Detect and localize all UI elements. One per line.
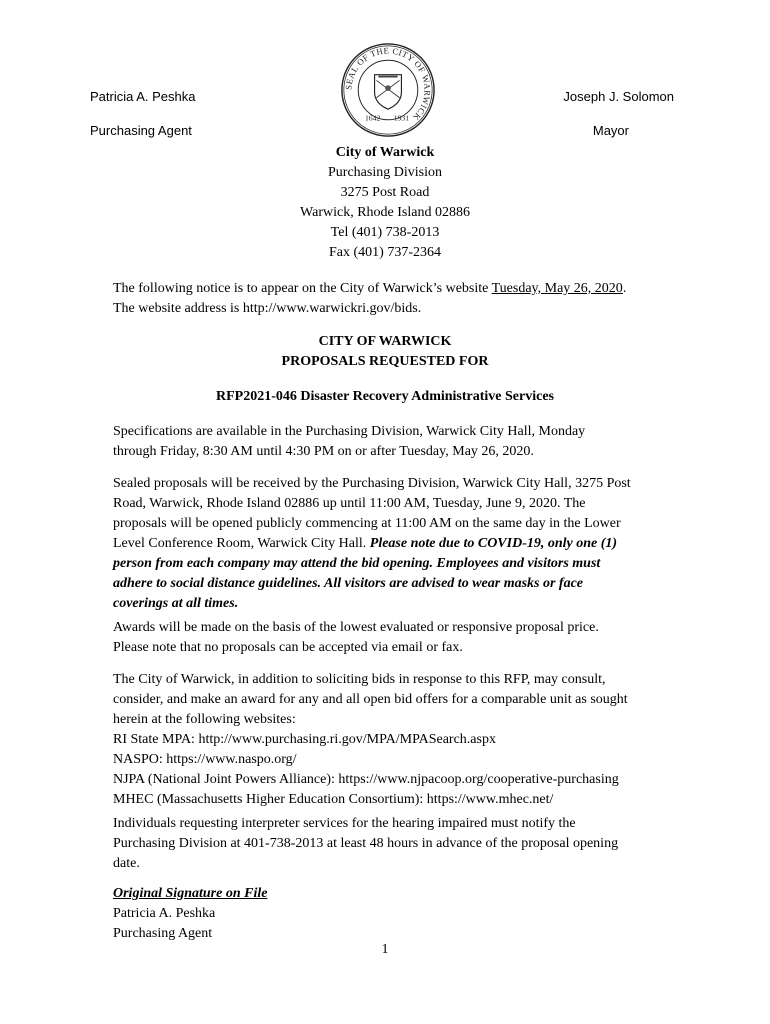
header-right-name: Joseph J. Solomon (563, 89, 674, 104)
consult-line: herein at the following websites: (113, 712, 296, 727)
covid-notice: coverings at all times. (113, 596, 239, 611)
covid-notice: person from each company may attend the bid opening. Employees and visitors must (113, 556, 601, 571)
website-mhec: MHEC (Massachusetts Higher Education Consortium): https://www.mhec.net/ (113, 792, 554, 807)
covid-notice: adhere to social distance guidelines. All visitors are advised to wear masks or face (113, 576, 584, 591)
sealed-proposals-paragraph (113, 474, 693, 614)
signer-title: Purchasing Agent (113, 926, 213, 941)
awards-line: Awards will be made on the basis of the lowest evaluated or responsive proposal price. (113, 620, 599, 635)
signer-name: Patricia A. Peshka (113, 906, 216, 921)
signature-block (113, 884, 693, 944)
interpreter-line: date. (113, 856, 140, 871)
covid-notice: Please note due to COVID-19, only one (1) (369, 536, 618, 551)
specs-line: through Friday, 8:30 AM until 4:30 PM on or after Tuesday, May 26, 2020. (113, 444, 534, 459)
website-naspo: NASPO: https://www.naspo.org/ (113, 752, 297, 767)
street-address: 3275 Post Road (340, 185, 430, 200)
awards-paragraph (113, 618, 693, 658)
svg-text:1931: 1931 (393, 113, 410, 123)
org-name: City of Warwick (335, 145, 435, 160)
awards-line: Please note that no proposals can be accepted via email or fax. (113, 640, 463, 655)
telephone: Tel (401) 738-2013 (330, 225, 440, 240)
fax: Fax (401) 737-2364 (329, 245, 441, 260)
consult-line: The City of Warwick, in addition to soliciting bids in response to this RFP, may consult, (113, 672, 606, 687)
interpreter-paragraph (113, 814, 693, 874)
sealed-line: Sealed proposals will be received by the Purchasing Division, Warwick City Hall, 3275 Post (113, 476, 631, 491)
consult-paragraph (113, 670, 693, 810)
header-right-title: Mayor (592, 123, 629, 138)
sealed-line: Level Conference Room, Warwick City Hall. (113, 536, 370, 551)
specs-line: Specifications are available in the Purchasing Division, Warwick City Hall, Monday (113, 424, 586, 439)
header-left-title: Purchasing Agent (90, 123, 192, 138)
page-number: 1 (381, 942, 389, 957)
header-left-name: Patricia A. Peshka (90, 89, 196, 104)
division-name: Purchasing Division (328, 165, 442, 180)
website-njpa: NJPA (National Joint Powers Alliance): https://www.njpacoop.org/cooperative-purchasing (113, 772, 619, 787)
rfp-title: RFP2021-046 Disaster Recovery Administrative Services (216, 389, 554, 404)
specs-paragraph (113, 422, 693, 462)
website-ri-mpa: RI State MPA: http://www.purchasing.ri.gov/MPA/MPASearch.aspx (113, 732, 496, 747)
signature-label: Original Signature on File (113, 886, 268, 901)
website-line: The website address is http://www.warwickri.gov/bids. (113, 301, 422, 316)
interpreter-line: Individuals requesting interpreter services for the hearing impaired must notify the (113, 816, 576, 831)
heading-city: CITY OF WARWICK (318, 334, 452, 349)
consult-line: consider, and make an award for any and all open bid offers for a comparable unit as sought (113, 692, 628, 707)
svg-text:1642: 1642 (364, 113, 381, 123)
city-address: Warwick, Rhode Island 02886 (300, 205, 470, 220)
address-block (0, 143, 770, 263)
svg-text:SEAL OF THE CITY OF WARWICK: SEAL OF THE CITY OF WARWICK (343, 45, 433, 123)
notice-date: Tuesday, May 26, 2020 (491, 281, 623, 296)
sealed-line: Road, Warwick, Rhode Island 02886 up until 11:00 AM, Tuesday, June 9, 2020. The (113, 496, 586, 511)
notice-text: The following notice is to appear on the City of Warwick’s website (113, 281, 492, 296)
notice-paragraph (113, 279, 693, 319)
notice-period: . (622, 281, 627, 296)
interpreter-line: Purchasing Division at 401-738-2013 at least 48 hours in advance of the proposal opening (113, 836, 619, 851)
sealed-line: proposals will be opened publicly commencing at 11:00 AM on the same day in the Lower (113, 516, 621, 531)
proposal-heading (0, 332, 770, 372)
city-seal-icon (340, 42, 436, 138)
heading-requested: PROPOSALS REQUESTED FOR (281, 354, 489, 369)
